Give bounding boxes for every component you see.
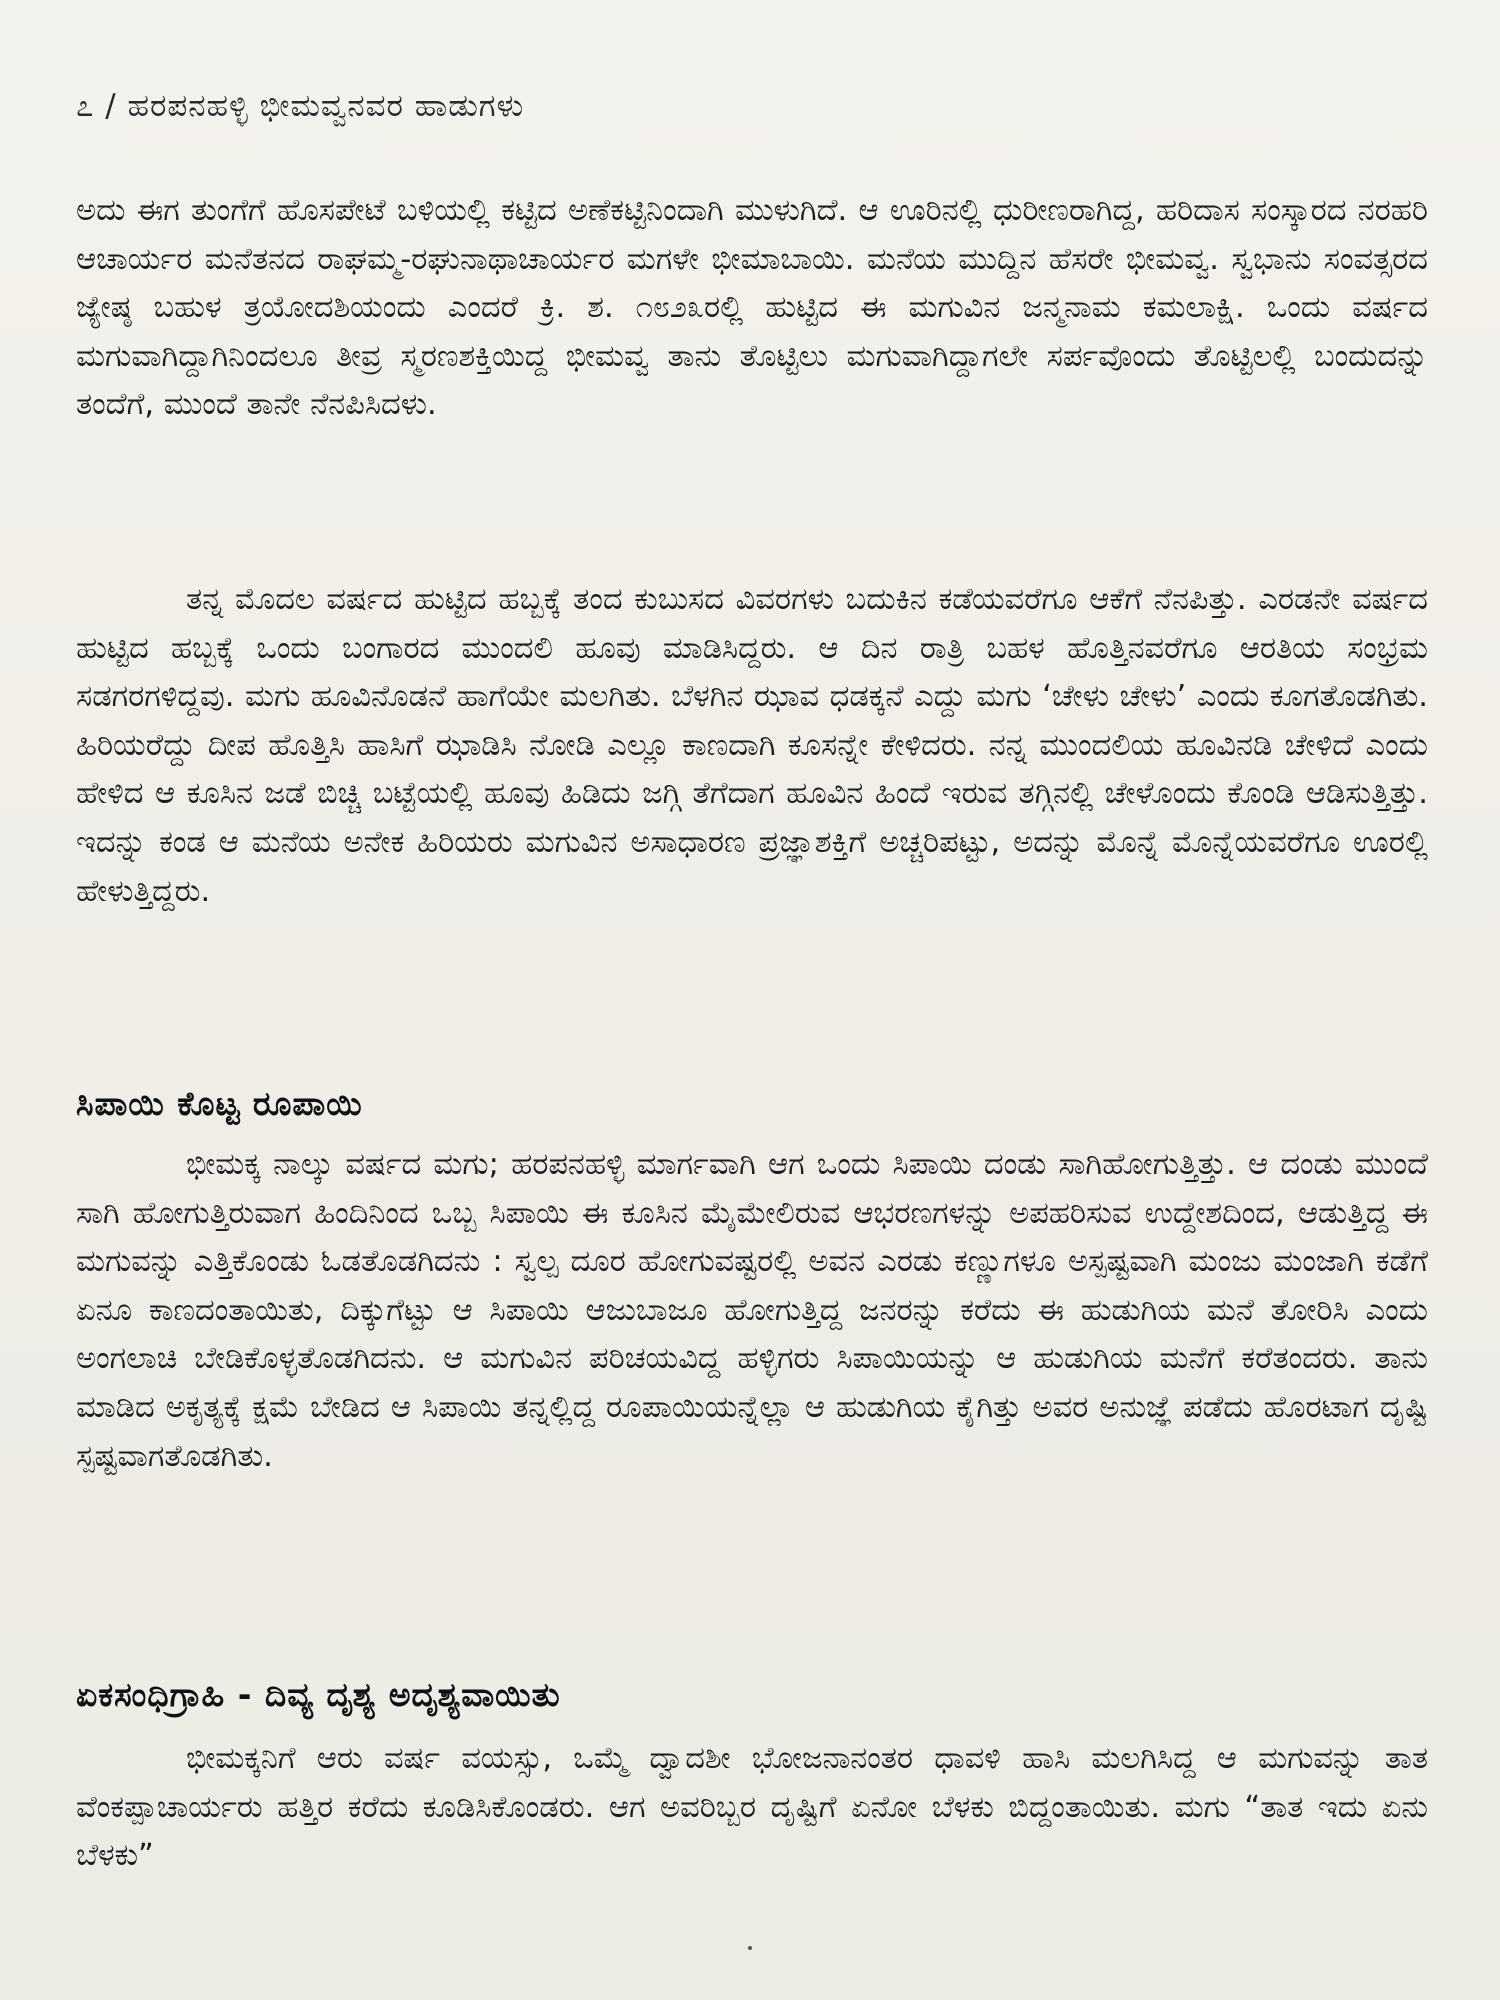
section-heading-vision: ಏಕಸಂಧಿಗ್ರಾಹಿ - ದಿವ್ಯ ದೃಶ್ಯ ಅದೃಶ್ಯವಾಯಿತು bbox=[76, 1675, 561, 1714]
memory-paragraph: ತನ್ನ ಮೊದಲ ವರ್ಷದ ಹುಟ್ಟಿದ ಹಬ್ಬಕ್ಕೆ ತಂದ ಕುಬುಸದ ವಿವರಗಳು ಬದುಕಿನ ಕಡೆಯವರೆಗೂ ಆಕೆಗೆ ನೆನಪಿತ್ತು. ಎರಡನೇ ವರ್ಷದ ಹುಟ್ಟಿದ ಹಬ್ಬಕ್ಕೆ ಒಂದು ಬಂಗಾರದ ಮುಂದಲಿ ಹೂವು ಮಾಡಿಸಿದ್ದರು. ಆ ದಿನ ರಾತ್ರಿ ಬಹಳ ಹೊತ್ತಿನವರೆಗೂ ಆರತಿಯ ಸಂಭ್ರಮ ಸಡಗರಗಳಿದ್ದವು. ಮಗು ಹೂವಿನೊಡನೆ ಹಾಗೆಯೇ ಮಲಗಿತು. ಬೆಳಗಿನ ಝಾವ ಧಡಕ್ಕನೆ ಎದ್ದು ಮಗು ‘ಚೇಳು ಚೇಳು’ ಎಂದು ಕೂಗತೊಡಗಿತು. ಹಿರಿಯರೆದ್ದು ದೀಪ ಹೊತ್ತಿಸಿ ಹಾಸಿಗೆ ಝಾಡಿಸಿ ನೋಡಿ ಎಲ್ಲೂ ಕಾಣದಾಗಿ ಕೂಸನ್ನೇ ಕೇಳಿದರು. ನನ್ನ ಮುಂದಲಿಯ ಹೂವಿನಡಿ ಚೇಳಿದೆ ಎಂದು ಹೇಳಿದ ಆ ಕೂಸಿನ ಜಡೆ ಬಿಚ್ಚಿ ಬಟ್ಟೆಯಲ್ಲಿ ಹೂವು ಹಿಡಿದು ಜಗ್ಗಿ ತೆಗೆದಾಗ ಹೂವಿನ ಹಿಂದೆ ಇರುವ ತಗ್ಗಿನಲ್ಲಿ ಚೇಳೊಂದು ಕೊಂಡಿ ಆಡಿಸುತ್ತಿತ್ತು. ಇದನ್ನು ಕಂಡ ಆ ಮನೆಯ ಅನೇಕ ಹಿರಿಯರು ಮಗುವಿನ ಅಸಾಧಾರಣ ಪ್ರಜ್ಞಾಶಕ್ತಿಗೆ ಅಚ್ಚರಿಪಟ್ಟು, ಅದನ್ನು ಮೊನ್ನೆ ಮೊನ್ನೆಯವರೆಗೂ ಊರಲ್ಲಿ ಹೇಳುತ್ತಿದ್ದರು. bbox=[76, 582, 1428, 909]
intro-paragraph: ಅದು ಈಗ ತುಂಗೆಗೆ ಹೊಸಪೇಟೆ ಬಳಿಯಲ್ಲಿ ಕಟ್ಟಿದ ಅಣೆಕಟ್ಟಿನಿಂದಾಗಿ ಮುಳುಗಿದೆ. ಆ ಊರಿನಲ್ಲಿ ಧುರೀಣರಾಗಿದ್ದ, ಹರಿದಾಸ ಸಂಸ್ಕಾರದ ನರಹರಿ ಆಚಾರ್ಯರ ಮನೆತನದ ರಾಘಮ್ಮ-ರಘುನಾಥಾಚಾರ್ಯರ ಮಗಳೇ ಭೀಮಾಬಾಯಿ. ಮನೆಯ ಮುದ್ದಿನ ಹೆಸರೇ ಭೀಮವ್ವ. ಸ್ವಭಾನು ಸಂವತ್ಸರದ ಜ್ಯೇಷ್ಠ ಬಹುಳ ತ್ರಯೋದಶಿಯಂದು ಎಂದರೆ ಕ್ರಿ. ಶ. ೧೮೨೩ರಲ್ಲಿ ಹುಟ್ಟಿದ ಈ ಮಗುವಿನ ಜನ್ಮನಾಮ ಕಮಲಾಕ್ಷಿ. ಒಂದು ವರ್ಷದ ಮಗುವಾಗಿದ್ದಾಗಿನಿಂದಲೂ ತೀವ್ರ ಸ್ಮರಣಶಕ್ತಿಯಿದ್ದ ಭೀಮವ್ವ ತಾನು ತೊಟ್ಟಿಲು ಮಗುವಾಗಿದ್ದಾಗಲೇ ಸರ್ಪವೊಂದು ತೊಟ್ಟಿಲಲ್ಲಿ ಬಂದುದನ್ನು ತಂದೆಗೆ, ಮುಂದೆ ತಾನೇ ನೆನಪಿಸಿದಳು. bbox=[76, 193, 1428, 423]
page-dot-mark bbox=[748, 1946, 752, 1950]
sepoy-paragraph: ಭೀಮಕ್ಕ ನಾಲ್ಕು ವರ್ಷದ ಮಗು; ಹರಪನಹಳ್ಳಿ ಮಾರ್ಗವಾಗಿ ಆಗ ಒಂದು ಸಿಪಾಯಿ ದಂಡು ಸಾಗಿಹೋಗುತ್ತಿತ್ತು. ಆ ದಂಡು ಮುಂದೆ ಸಾಗಿ ಹೋಗುತ್ತಿರುವಾಗ ಹಿಂದಿನಿಂದ ಒಬ್ಬ ಸಿಪಾಯಿ ಈ ಕೂಸಿನ ಮೈಮೇಲಿರುವ ಆಭರಣಗಳನ್ನು ಅಪಹರಿಸುವ ಉದ್ದೇಶದಿಂದ, ಆಡುತ್ತಿದ್ದ ಈ ಮಗುವನ್ನು ಎತ್ತಿಕೊಂಡು ಓಡತೊಡಗಿದನು : ಸ್ವಲ್ಪ ದೂರ ಹೋಗುವಷ್ಟರಲ್ಲಿ ಅವನ ಎರಡು ಕಣ್ಣುಗಳೂ ಅಸ್ಪಷ್ಟವಾಗಿ ಮಂಜು ಮಂಜಾಗಿ ಕಡೆಗೆ ಏನೂ ಕಾಣದಂತಾಯಿತು, ದಿಕ್ಕುಗೆಟ್ಟು ಆ ಸಿಪಾಯಿ ಆಜುಬಾಜೂ ಹೋಗುತ್ತಿದ್ದ ಜನರನ್ನು ಕರೆದು ಈ ಹುಡುಗಿಯ ಮನೆ ತೋರಿಸಿ ಎಂದು ಅಂಗಲಾಚಿ ಬೇಡಿಕೊಳ್ಳತೊಡಗಿದನು. ಆ ಮಗುವಿನ ಪರಿಚಯವಿದ್ದ ಹಳ್ಳಿಗರು ಸಿಪಾಯಿಯನ್ನು ಆ ಹುಡುಗಿಯ ಮನೆಗೆ ಕರೆತಂದರು. ತಾನು ಮಾಡಿದ ಅಕೃತ್ಯಕ್ಕೆ ಕ್ಷಮೆ ಬೇಡಿದ ಆ ಸಿಪಾಯಿ ತನ್ನಲ್ಲಿದ್ದ ರೂಪಾಯಿಯನ್ನೆಲ್ಲಾ ಆ ಹುಡುಗಿಯ ಕೈಗಿತ್ತು ಅವರ ಅನುಜ್ಞೆ ಪಡೆದು ಹೊರಟಾಗ ದೃಷ್ಟಿ ಸ್ಪಷ್ಟವಾಗತೊಡಗಿತು. bbox=[76, 1147, 1428, 1474]
running-header: ೭ / ಹರಪನಹಳ್ಳಿ ಭೀಮವ್ವನವರ ಹಾಡುಗಳು bbox=[76, 88, 525, 124]
section-heading-sepoy: ಸಿಪಾಯಿ ಕೊಟ್ಟ ರೂಪಾಯಿ bbox=[76, 1084, 363, 1123]
vision-paragraph: ಭೀಮಕ್ಕನಿಗೆ ಆರು ವರ್ಷ ವಯಸ್ಸು, ಒಮ್ಮೆ ದ್ವಾದಶೀ ಭೋಜನಾನಂತರ ಧಾವಳಿ ಹಾಸಿ ಮಲಗಿಸಿದ್ದ ಆ ಮಗುವನ್ನು ತಾತ ವೆಂಕಪ್ಪಾಚಾರ್ಯರು ಹತ್ತಿರ ಕರೆದು ಕೂಡಿಸಿಕೊಂಡರು. ಆಗ ಅವರಿಬ್ಬರ ದೃಷ್ಟಿಗೆ ಏನೋ ಬೆಳಕು ಬಿದ್ದಂತಾಯಿತು. ಮಗು “ತಾತ ಇದು ಏನು ಬೆಳಕು” bbox=[76, 1741, 1428, 1874]
